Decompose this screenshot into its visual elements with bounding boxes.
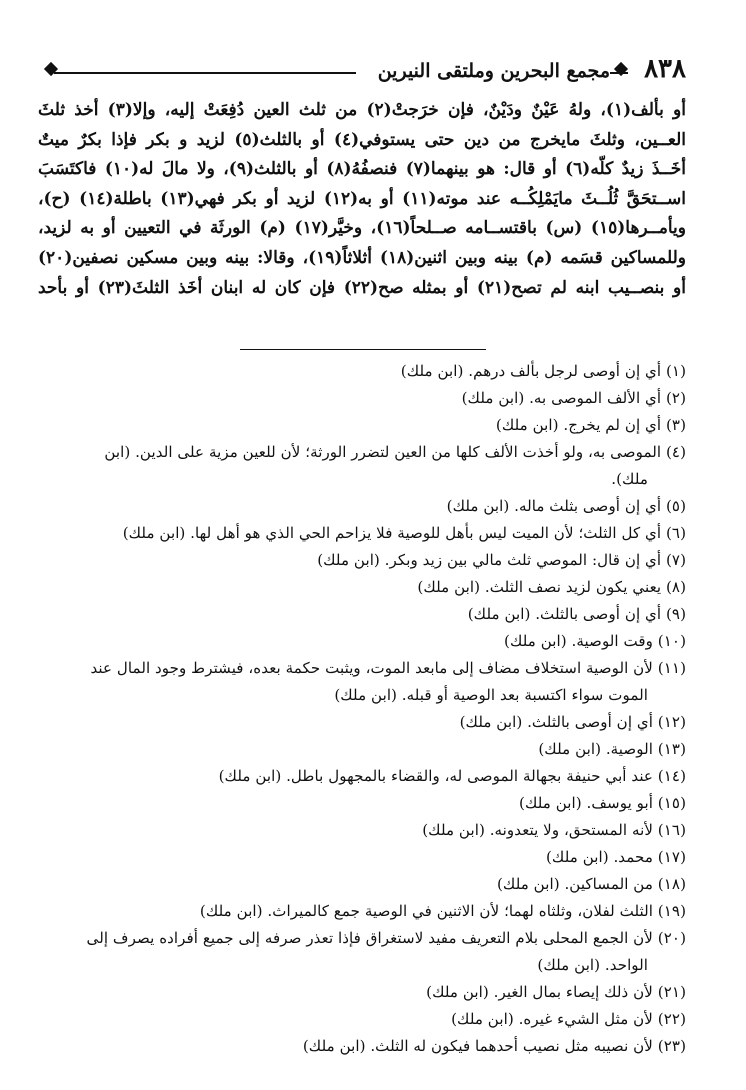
footnote: (٢٠) لأن الجمع المحلى بلام التعريف مفيد لاستغراق فإذا تعذر صرفه إلى جميع أفراده يصرف إلى <box>86 929 686 947</box>
page-number: ٨٣٨ <box>644 54 686 84</box>
footnote: (٢٢) لأن مثل الشيء غيره. (ابن ملك) <box>451 1010 686 1028</box>
main-text-line: أخَــذَ زيدٌ كلّه(٦) أو قال: هو بينهما(٧) فنصفُهُ(٨) أو بالثلث(٩)، ولا مالَ له(١٠) فاكتَسَبَ <box>38 159 686 180</box>
footnote: (٧) أي إن قال: الموصي ثلث مالي بين زيد وبكر. (ابن ملك) <box>317 551 686 569</box>
footnote-continuation: الواحد. (ابن ملك) <box>537 956 648 974</box>
footnote: (٤) الموصى به، ولو أخذت الألف كلها من العين لتضرر الورثة؛ لأن للعين مزية على الدين. (ابن <box>104 443 686 461</box>
footnote: (١٥) أبو يوسف. (ابن ملك) <box>519 794 686 812</box>
footnote-continuation: ملك). <box>611 470 648 488</box>
footnote: (١) أي إن أوصى لرجل بألف درهم. (ابن ملك) <box>400 362 686 380</box>
book-title: مجمع البحرين وملتقى النيرين <box>377 60 610 82</box>
footnote: (١١) لأن الوصية استخلاف مضاف إلى مابعد الموت، ويثبت حكمة بعده، فيشترط وجود المال عند <box>90 659 686 677</box>
footnote: (٢) أي الألف الموصى به. (ابن ملك) <box>461 389 686 407</box>
main-text-line: أو بألف(١)، ولهُ عَيْنٌ ودَيْنٌ، فإن خرَجتْ(٢) من ثلث العين دُفِعَتْ إليه، وإلا(٣) أخذ ثلثَ <box>38 100 686 120</box>
footnote: (١٢) أي إن أوصى بالثلث. (ابن ملك) <box>459 713 686 731</box>
footnote: (١٨) من المساكين. (ابن ملك) <box>496 875 686 893</box>
footnote: (٩) أي إن أوصى بالثلث. (ابن ملك) <box>467 605 686 623</box>
footnote: (١٤) عند أبي حنيفة بجهالة الموصى له، والقضاء بالمجهول باطل. (ابن ملك) <box>218 767 686 785</box>
footnote: (٢٣) لأن نصيبه مثل نصيب أحدهما فيكون له الثلث. (ابن ملك) <box>302 1037 686 1055</box>
footnote-continuation: الموت سواء اكتسبة بعد الوصية أو قبله. (ابن ملك) <box>334 686 648 704</box>
main-text-line: العــين، وثلثَ مايخرج من دين حتى يستوفي(٤) أو بالثلث(٥) لزيد و بكر فإذا بكرٌ ميتٌ <box>38 129 686 150</box>
main-text <box>38 96 686 303</box>
footnote: (١٩) الثلث لفلان، وثلثاه لهما؛ لأن الاثنين في الوصية جمع كالميراث. (ابن ملك) <box>199 902 686 920</box>
footnote: (١٠) وقت الوصية. (ابن ملك) <box>504 632 686 650</box>
footnote: (١٣) الوصية. (ابن ملك) <box>538 740 686 758</box>
footnote-separator <box>240 349 486 350</box>
main-text-line: ويأمــرها(١٥) (س) باقتســامه صــلحاً(١٦)، وخيَّر(١٧) (م) الورثَة في التعيين أو به لزيد، <box>38 218 686 239</box>
footnote: (٣) أي إن لم يخرج. (ابن ملك) <box>495 416 686 434</box>
footnote: (١٧) محمد. (ابن ملك) <box>545 848 686 866</box>
footnotes <box>62 358 686 1060</box>
footnote: (١٦) لأنه المستحق، ولا يتعدونه. (ابن ملك) <box>422 821 686 839</box>
main-text-line: أو بنصــيب ابنه لم تصح(٢١) أو بمثله صح(٢٢) فإن كان له ابنان أخَذ الثلثَ(٢٣) أو بأحد <box>38 277 686 298</box>
footnote: (٥) أي إن أوصى بثلث ماله. (ابن ملك) <box>446 497 686 515</box>
footnote: (٦) أي كل الثلث؛ لأن الميت ليس بأهل للوصية فلا يزاحم الحي الذي هو أهل لها. (ابن ملك) <box>122 524 686 542</box>
main-text-line: وللمساكين قسَمه (م) بينه وبين اثنين(١٨) أثلاثاً(١٩)، وقالا: بينه وبين مسكين نصفين(٢٠) <box>38 247 686 268</box>
footnote: (٨) يعني يكون لزيد نصف الثلث. (ابن ملك) <box>417 578 686 596</box>
main-text-line: اســتحَقَّ ثُلُــثَ مايَمْلِكُــه عند موته(١١) أو به(١٢) لزيد أو بكر فهي(١٣) باطلة(١٤) (ح)، <box>38 188 686 209</box>
header-rule-left <box>54 72 356 74</box>
page-header <box>40 56 686 90</box>
footnote: (٢١) لأن ذلك إيصاء بمال الغير. (ابن ملك) <box>426 983 686 1001</box>
